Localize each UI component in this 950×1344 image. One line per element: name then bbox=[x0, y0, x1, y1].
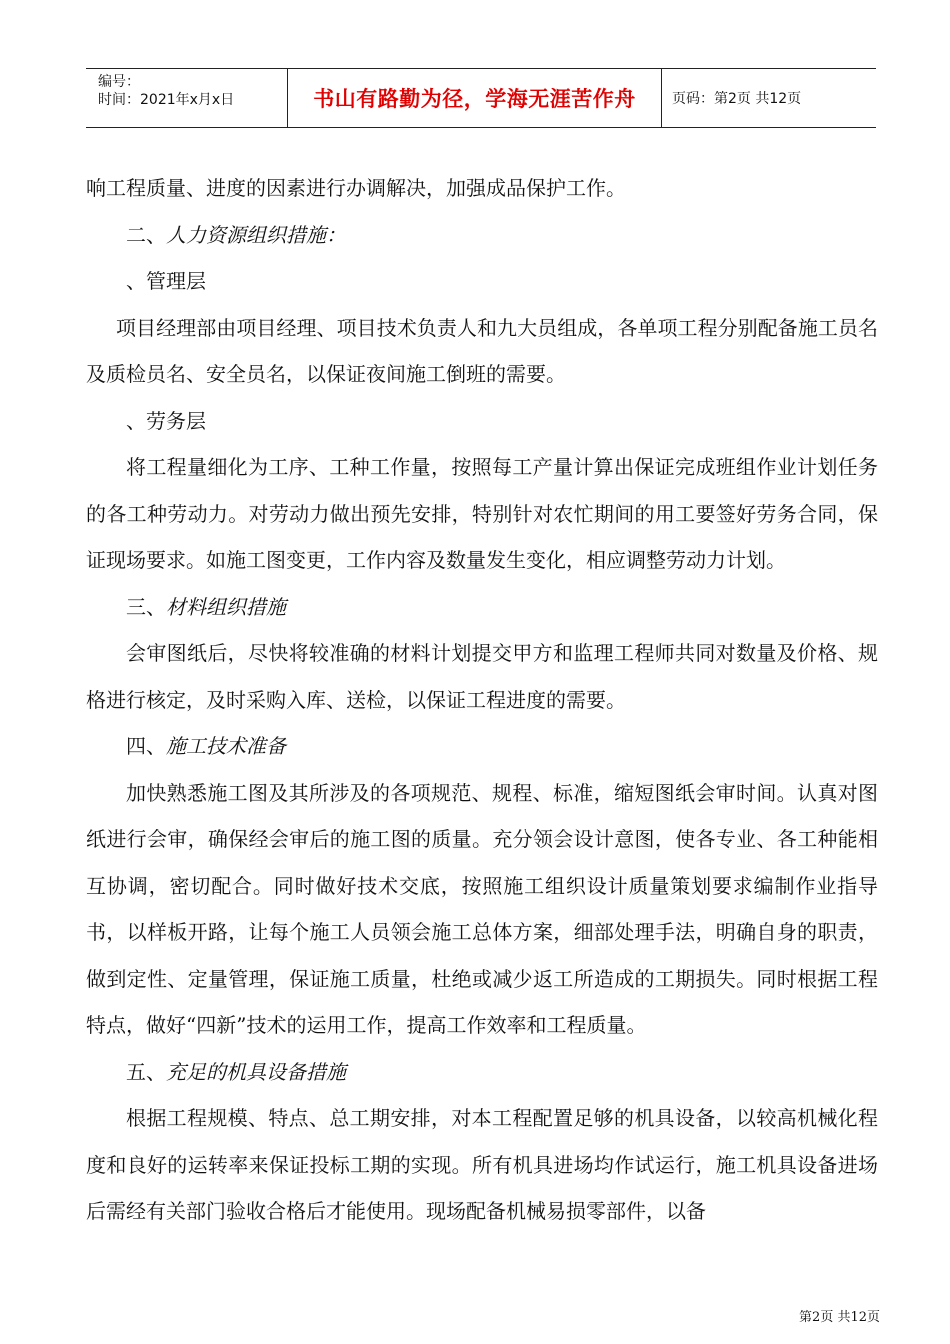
section-number: 四、 bbox=[126, 734, 166, 758]
paragraph: 项目经理部由项目经理、项目技术负责人和九大员组成，各单项工程分别配备施工员名及质检员名、安全员名，以保证夜间施工倒班的需要。 bbox=[86, 315, 878, 386]
section-number: 三、 bbox=[126, 594, 166, 619]
paragraph: 根据工程规模、特点、总工期安排，对本工程配置足够的机具设备，以较高机械化程度和良好的运转率来保证投标工期的实现。所有机具进场均作试运行，施工机具设备进场后需经有关部门验收合格后才能使用。现场配备机械易损零部件，以备 bbox=[86, 1106, 878, 1223]
paragraph: 响工程质量、进度的因素进行办调解决，加强成品保护工作。 bbox=[86, 176, 626, 200]
section-title: 材料组织措施 bbox=[166, 594, 286, 619]
doc-time-label: 时间：2021年x月x日 bbox=[98, 92, 235, 108]
section-title: 充足的机具设备措施 bbox=[166, 1059, 346, 1084]
page-footer: 第2页 共12页 bbox=[799, 1310, 880, 1325]
doc-number-label: 编号： bbox=[98, 74, 140, 90]
paragraph: 会审图纸后，尽快将较准确的材料计划提交甲方和监理工程师共同对数量及价格、规格进行核定，及时采购入库、送检，以保证工程进度的需要。 bbox=[86, 641, 878, 712]
section-title: 施工技术准备 bbox=[166, 734, 286, 758]
paragraph: 将工程量细化为工序、工种工作量，按照每工产量计算出保证完成班组作业计划任务的各工种劳动力。对劳动力做出预先安排，特别针对农忙期间的用工要签好劳务合同，保证现场要求。如施工图变更，工作内容及数量发生变化，相应调整劳动力计划。 bbox=[86, 455, 878, 572]
page-header bbox=[86, 68, 876, 128]
header-meta bbox=[86, 69, 288, 127]
section-heading bbox=[86, 1049, 878, 1096]
header-motto: 书山有路勤为径，学海无涯苦作舟 bbox=[288, 69, 662, 127]
header-page-info: 页码：第2页 共12页 bbox=[672, 91, 802, 107]
section-number: 五、 bbox=[126, 1059, 166, 1084]
section-heading bbox=[86, 212, 878, 259]
document-body bbox=[86, 165, 878, 1235]
section-heading bbox=[86, 584, 878, 631]
subsection-heading: 、劳务层 bbox=[126, 408, 206, 433]
subsection-heading: 、管理层 bbox=[126, 269, 206, 293]
section-title: 人力资源组织措施： bbox=[166, 222, 346, 247]
section-heading bbox=[86, 723, 878, 770]
section-number: 二、 bbox=[126, 222, 166, 247]
paragraph: 加快熟悉施工图及其所涉及的各项规范、规程、标准，缩短图纸会审时间。认真对图纸进行会审，确保经会审后的施工图的质量。充分领会设计意图，使各专业、各工种能相互协调，密切配合。同时做好技术交底，按照施工组织设计质量策划要求编制作业指导书，以样板开路，让每个施工人员领会施工总体方案，细部处理手法，明确自身的职责，做到定性、定量管理，保证施工质量，杜绝或减少返工所造成的工期损失。同时根据工程特点，做好“四新”技术的运用工作，提高工作效率和工程质量。 bbox=[86, 780, 878, 1037]
